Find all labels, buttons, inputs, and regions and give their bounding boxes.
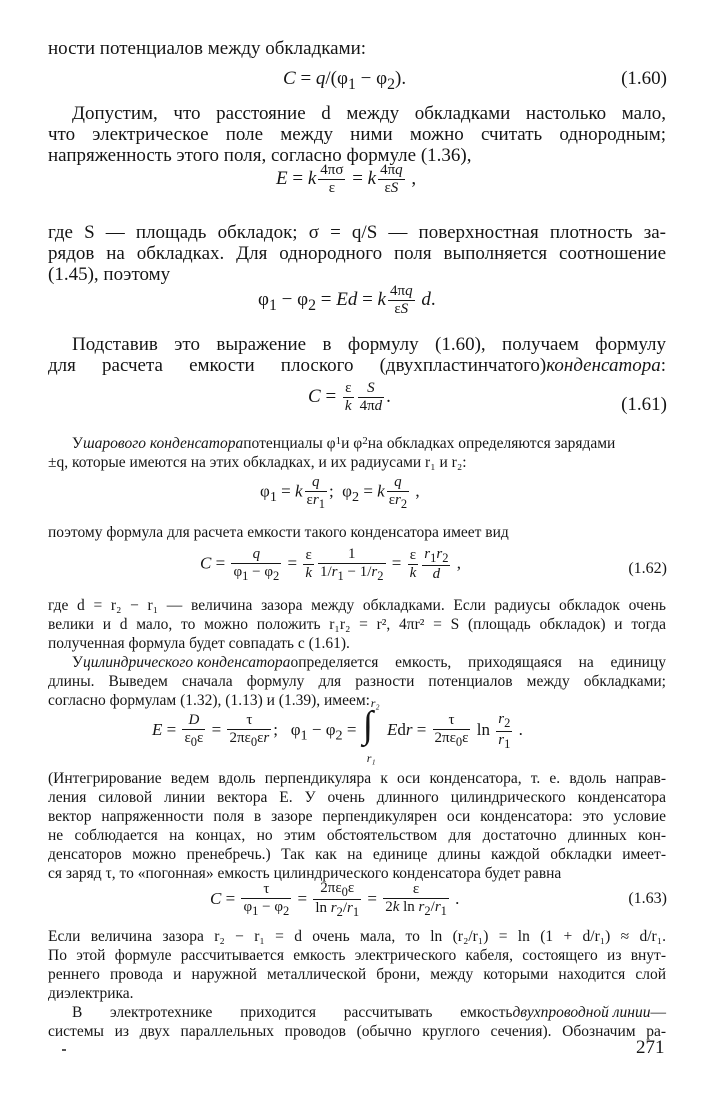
text-line: В электротехнике приходится рассчитывать емкость двухпроводной линии —	[72, 1004, 666, 1021]
text-line: согласно формулам (1.32), (1.13) и (1.39), имеем:	[48, 692, 370, 709]
text-line: ся заряд τ, то «погонная» емкость цилиндрического конденсатора будет равна	[48, 865, 562, 882]
text-line: Если величина зазора r₂ − r₁ = d очень мала, то ln (r₂/r₁) = ln (1 + d/r₁) ≈ d/r₁.	[48, 928, 666, 945]
text-line: ±q, которые имеются на этих обкладках, и их радиусами r₁ и r₂:	[48, 454, 467, 471]
text-line: где S — площадь обкладок; σ = q/S — поверхностная плотность за-	[48, 222, 666, 243]
equation-number: (1.62)	[628, 560, 667, 577]
equation-1-62: C = $\frac{q}{\varphi_1 - \varphi_2}$ = $\frac{\varepsilon}{k}$ $\frac{1}{1/r_1 - 1/r_2}$ = $\frac{\varepsilon}{k}$ $\frac{r_1r_2}{d}$ ,	[200, 546, 461, 584]
print-speck	[62, 1049, 66, 1051]
equation-number: (1.63)	[628, 890, 667, 907]
text-line: поэтому формула для расчета емкости такого конденсатора имеет вид	[48, 524, 509, 541]
text-line: где d = r₂ − r₁ — величина зазора между обкладками. Если радиусы обкладок очень	[48, 597, 666, 614]
text-line: денсаторов можно пренебречь.) Так как на единице длины каждой обкладки имеет-	[48, 846, 666, 863]
text-line: (1.45), поэтому	[48, 264, 171, 285]
text-line: реннего провода и наружной металлической брони, между которыми находится слой	[48, 966, 666, 983]
text-line: напряженность этого поля, согласно формуле (1.36),	[48, 145, 472, 166]
equation-potential-difference: $\varphi_1 - \varphi_2 = Ed = k$ $\frac{4\pi q}{\varepsilon S}$ d.	[258, 283, 436, 318]
text-line: (Интегрирование ведем вдоль перпендикуляра к оси конденсатора, т. е. вдоль направ-	[48, 770, 666, 787]
page-number: 271	[636, 1037, 665, 1058]
text-line: рядов на обкладках. Для однородного поля выполняется соотношение	[48, 243, 666, 264]
text-line: длины. Выведем сначала формулу для разности потенциалов между обкладками;	[48, 673, 666, 690]
text-line: ности потенциалов между обкладками:	[48, 38, 367, 59]
equation-sphere-potentials: $\varphi_1 = k$ $\frac{q}{\varepsilon r_1}$ ; $\varphi_2 = k$ $\frac{q}{\varepsilon r_2}$ ,	[260, 474, 420, 512]
equation-field-strength: E = k $\frac{4\pi\sigma}{\varepsilon}$ = k $\frac{4\pi q}{\varepsilon S}$ ,	[276, 162, 417, 197]
text-line: системы из двух параллельных проводов (обычно круглого сечения). Обозначим ра-	[48, 1023, 666, 1040]
text-line: У шарового конденсатора потенциалы φ 1 и φ 2 на обкладках определяются зарядами	[72, 435, 616, 452]
equation-number: (1.60)	[621, 68, 667, 89]
text-line: диэлектрика.	[48, 985, 134, 1002]
text-line: Подставив это выражение в формулу (1.60), получаем формулу	[72, 334, 666, 355]
text-line: Допустим, что расстояние d между обкладками настолько мало,	[72, 103, 666, 124]
equation-cylinder-field: E = $\frac{D}{\varepsilon_0\varepsilon}$ = $\frac{\tau}{2\pi\varepsilon_0\varepsilon r}$ ; $\varphi_1 - \varphi_2$ = ∫ r₂ r₁ Edr = $\frac{\tau}{2\pi\varepsilon_0\varepsilon}$ ln $\frac{r_2}{r_1}$ .	[152, 696, 523, 765]
text-line: для расчета емкости плоского (двухпластинчатого) конденсатора :	[48, 355, 666, 376]
text-line: полученная формула будет совпадать с (1.61).	[48, 635, 350, 652]
equation-1-61: C = $\frac{\varepsilon}{k}$ $\frac{S}{4\pi d}$ .	[308, 380, 391, 415]
equation-1-63: C = $\frac{\tau}{\varphi_1 - \varphi_2}$ = $\frac{2\pi\varepsilon_0\varepsilon}{\ln r_2/r_1}$ = $\frac{\varepsilon}{2k \ln r_2/r_1}$ .	[210, 880, 460, 920]
equation-number: (1.61)	[621, 394, 667, 415]
text-line: что электрическое поле между ними можно считать однородным;	[48, 124, 666, 145]
text-line: вектор напряженности поля в зазоре перпендикулярен оси конденсатора: это условие	[48, 808, 666, 825]
text-line: У цилиндрического конденсатора определяется емкость, приходящаяся на единицу	[72, 654, 666, 671]
text-line: не соблюдается на концах, но этим обстоятельством для достаточно длинных кон-	[48, 827, 666, 844]
text-line: ления силовой линии вектора E. У очень длинного цилиндрического конденсатора	[48, 789, 666, 806]
text-line: велики и d мало, то можно положить r₁r₂ = r², 4πr² = S (площадь обкладок) и тогда	[48, 616, 666, 633]
equation-1-60: $C = q/(\varphi_1 - \varphi_2)$.	[283, 68, 407, 93]
text-line: По этой формуле рассчитывается емкость электрического кабеля, состоящего из внут-	[48, 947, 666, 964]
